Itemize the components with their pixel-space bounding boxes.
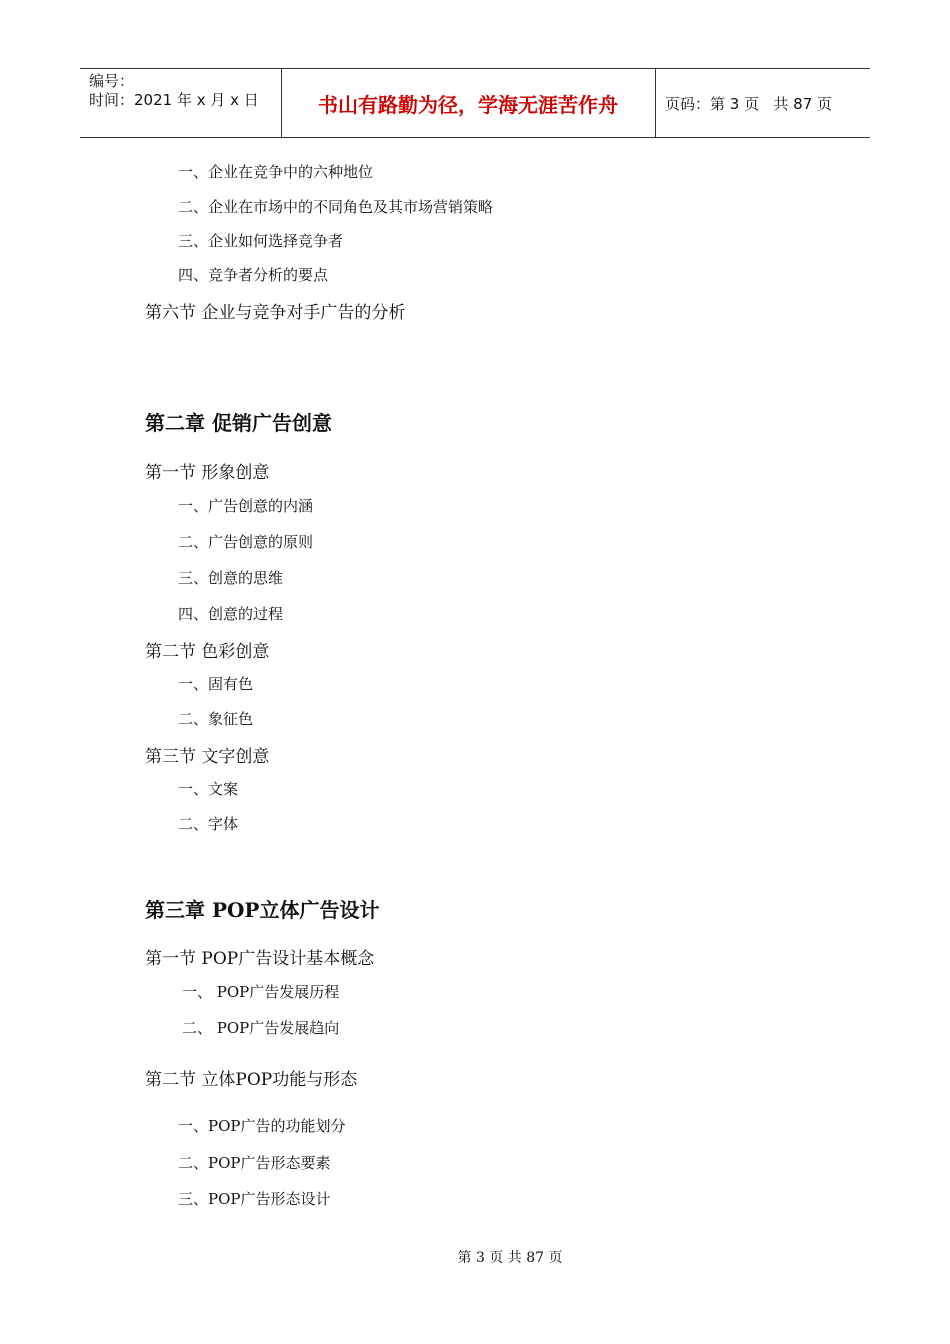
header-divider [655, 69, 656, 137]
toc-section: 第二节 色彩创意 [145, 642, 270, 662]
toc-chapter: 第三章 POP立体广告设计 [145, 898, 380, 922]
toc-item: 四、创意的过程 [178, 605, 284, 623]
toc-item: 三、POP广告形态设计 [178, 1190, 331, 1208]
toc-item: 三、创意的思维 [178, 569, 284, 587]
toc-item: 一、广告创意的内涵 [178, 497, 314, 515]
page-footer: 第 3 页 共 87 页 [457, 1250, 563, 1266]
toc-item: 一、 POP广告发展历程 [182, 983, 340, 1001]
toc-section: 第三节 文字创意 [145, 747, 270, 767]
header-number-label: 编号： [89, 72, 135, 90]
toc-chapter: 第二章 促销广告创意 [145, 411, 332, 435]
toc-section: 第二节 立体POP功能与形态 [145, 1070, 358, 1090]
toc-item: 二、企业在市场中的不同角色及其市场营销策略 [178, 198, 494, 216]
page-header [80, 68, 870, 138]
header-page-info: 页码：第 3 页 共 87 页 [665, 94, 833, 113]
header-date: 时间：2021 年 x 月 x 日 [89, 91, 259, 109]
toc-item: 二、字体 [178, 815, 239, 833]
toc-item: 一、POP广告的功能划分 [178, 1117, 346, 1135]
toc-item: 一、文案 [178, 780, 239, 798]
toc-item: 一、固有色 [178, 675, 254, 693]
header-motto: 书山有路勤为径，学海无涯苦作舟 [318, 92, 618, 117]
toc-section: 第一节 POP广告设计基本概念 [145, 949, 375, 969]
header-meta [89, 72, 259, 110]
toc-item: 二、 POP广告发展趋向 [182, 1019, 340, 1037]
toc-item: 二、广告创意的原则 [178, 533, 314, 551]
toc-item: 四、竞争者分析的要点 [178, 266, 329, 284]
toc-item: 二、象征色 [178, 710, 254, 728]
toc-item: 一、企业在竞争中的六种地位 [178, 163, 374, 181]
toc-section: 第六节 企业与竞争对手广告的分析 [145, 303, 406, 323]
toc-item: 三、企业如何选择竞争者 [178, 232, 344, 250]
toc-item: 二、POP广告形态要素 [178, 1154, 331, 1172]
toc-section: 第一节 形象创意 [145, 463, 270, 483]
